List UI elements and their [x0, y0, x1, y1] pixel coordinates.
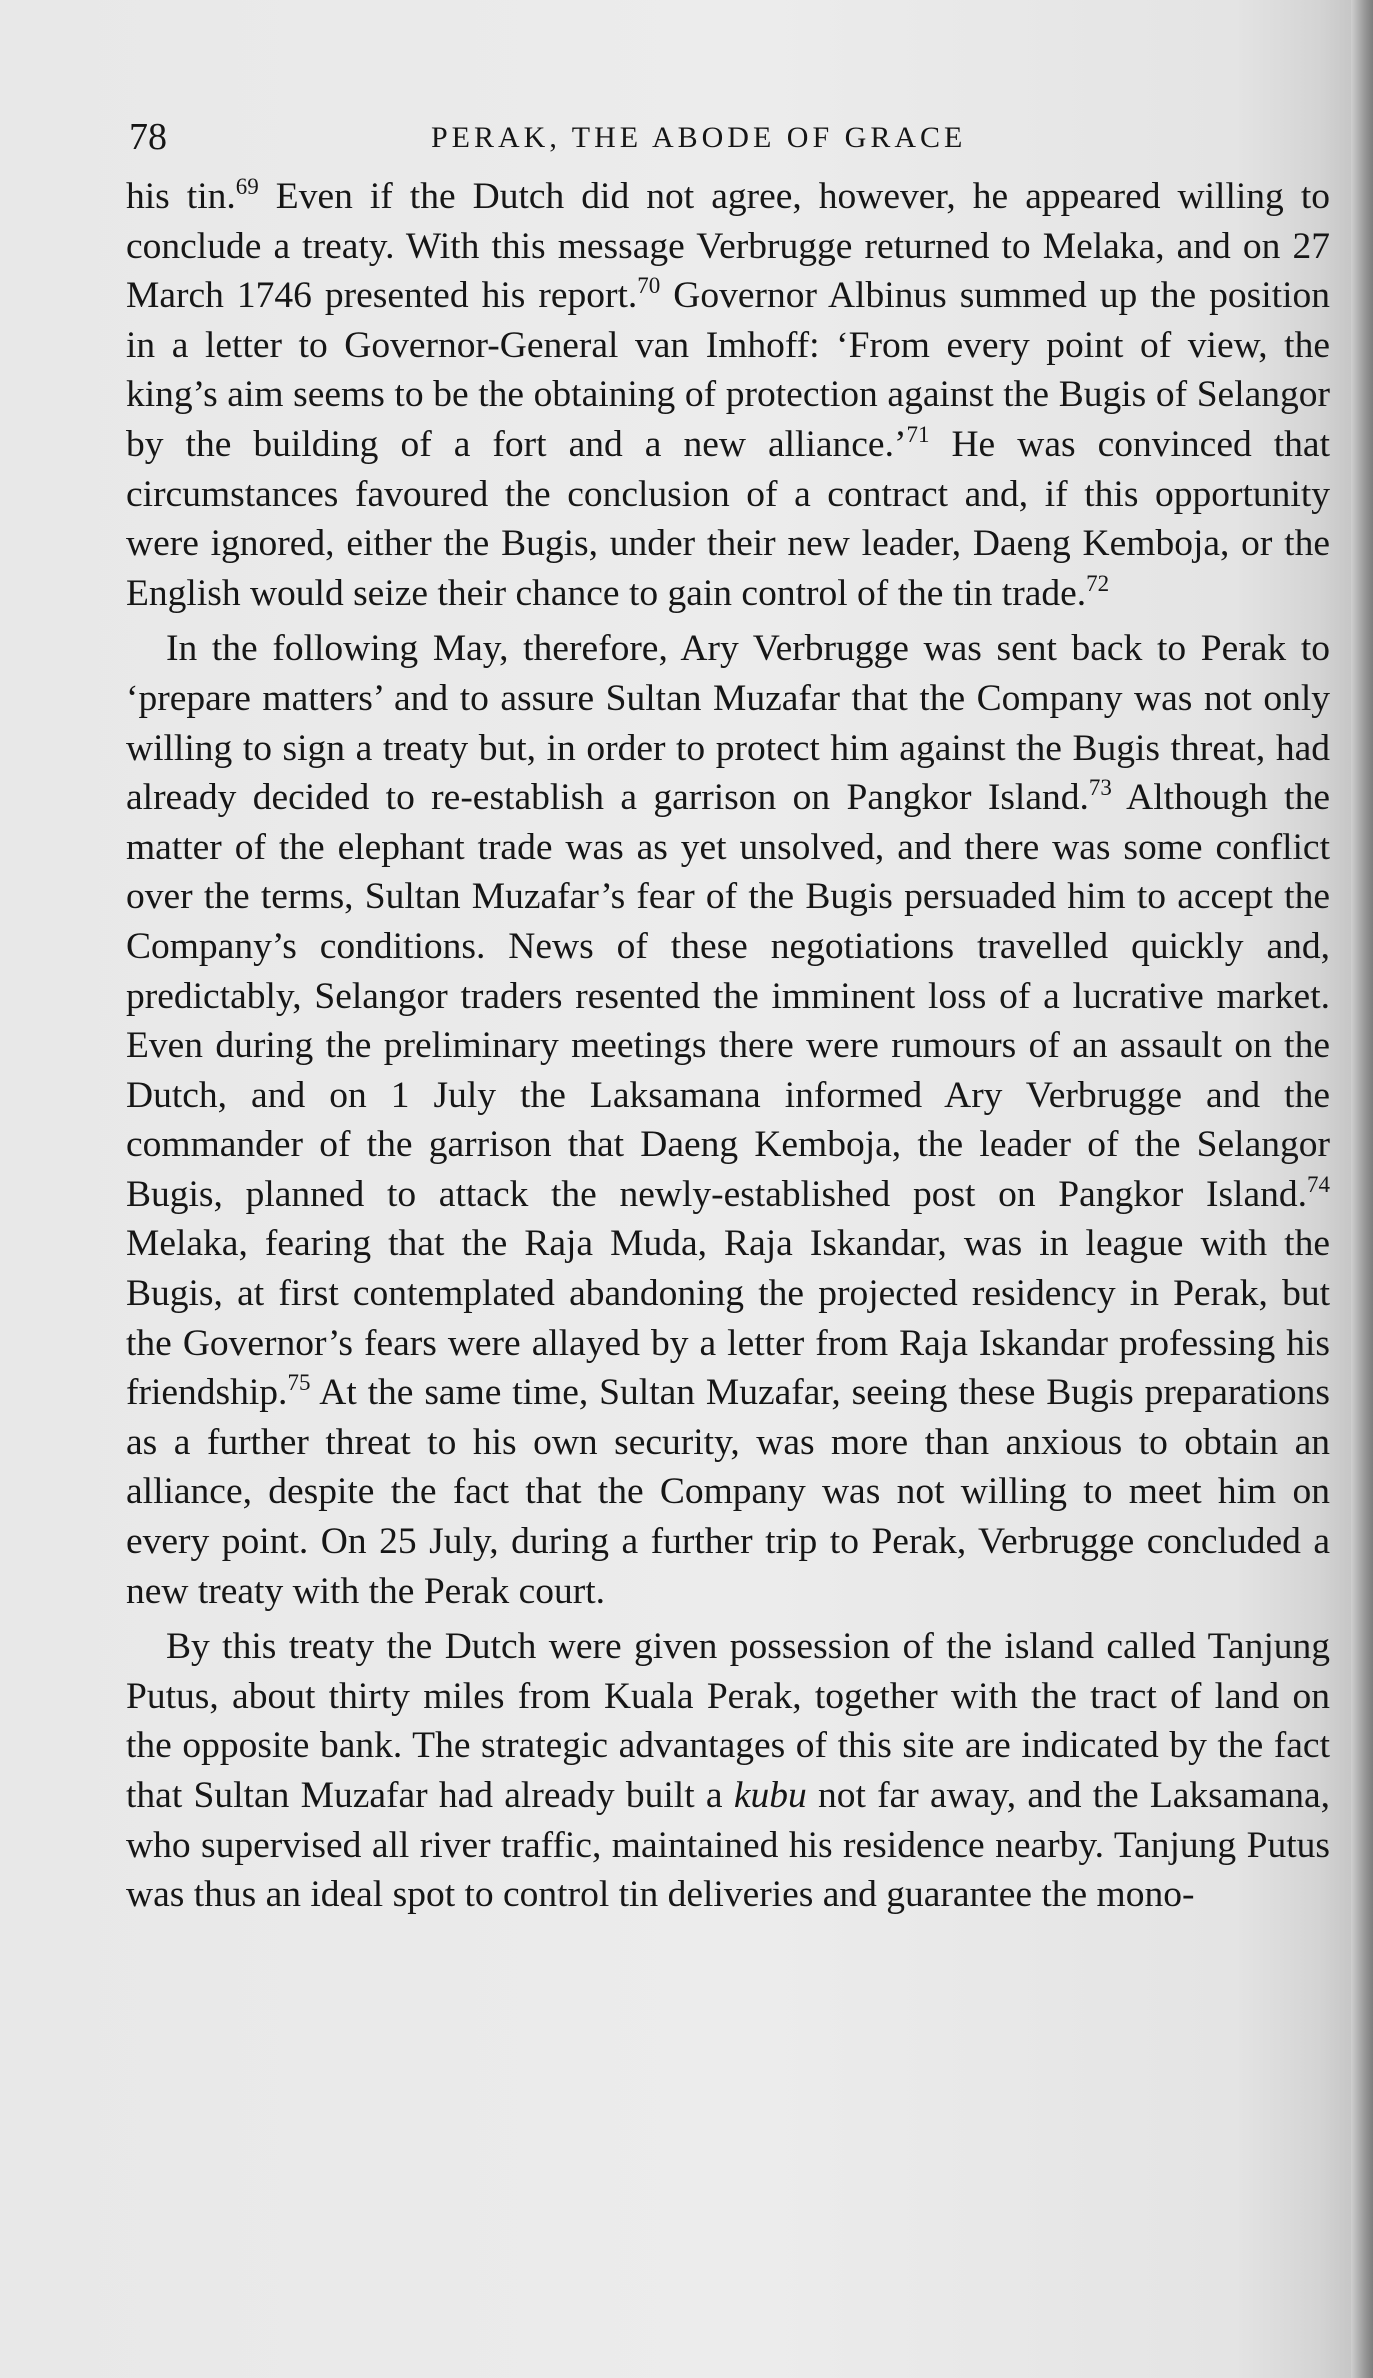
- footnote-marker: 75: [287, 1370, 311, 1396]
- text-run: Melaka, fearing that the Raja Muda, Raja Iskandar, was in league with the Bugis, at first contemplated abandoning the projected residency in Perak, but the Governor’s fears were allayed by a letter from Raja Iskandar professing his friendship.: [126, 1223, 1330, 1414]
- text-run: At the same time, Sultan Muzafar, seeing these Bugis preparations as a further threat to his own security, was more than anxious to obtain an alliance, despite the fact that the Company was not willing to meet him on every point. On 25 July, during a further trip to Perak, Verbrugge concluded a new treaty with the Perak court.: [126, 1372, 1330, 1612]
- page-number: 78: [129, 116, 167, 158]
- footnote-marker: 72: [1086, 570, 1110, 596]
- body-text: [126, 172, 1330, 1920]
- running-head: PERAK, THE ABODE OF GRACE: [431, 121, 967, 154]
- footnote-marker: 70: [637, 273, 661, 299]
- paragraph: [126, 172, 1330, 618]
- footnote-marker: 69: [235, 174, 259, 199]
- paragraph: [126, 624, 1330, 1616]
- book-spine-shadow: [1351, 0, 1373, 2378]
- paragraph: [126, 1622, 1330, 1920]
- page-header: [129, 112, 1329, 162]
- text-run: By this treaty the Dutch were given possession of the island called Tanjung Putus, about thirty miles from Kuala Perak, together with the tract of land on the opposite bank. The strategic advantages of this site are indicated by the fact that Sultan Muzafar had already built a: [126, 1626, 1330, 1816]
- footnote-marker: 71: [906, 421, 930, 447]
- text-run: Governor Albinus summed up the position in a letter to Governor-General van Imhoff: ‘From every point of view, the king’s aim seems to be the obtaining of protection against the Bugis of Selangor by the building of a fort and a new alliance.’: [126, 275, 1330, 465]
- footnote-marker: 74: [1307, 1171, 1330, 1197]
- italic-term: kubu: [733, 1775, 807, 1816]
- text-run: his tin.: [126, 176, 236, 217]
- text-run: not far away, and the Laksamana, who supervised all river traffic, maintained his residence nearby. Tanjung Putus was thus an ideal spot to control tin deliveries and guarantee the mono-: [126, 1775, 1330, 1916]
- text-run: Even if the Dutch did not agree, however, he appeared willing to conclude a treaty. With this message Verbrugge returned to Melaka, and on 27 March 1746 presented his report.: [126, 176, 1330, 317]
- text-run: In the following May, therefore, Ary Verbrugge was sent back to Perak to ‘prepare matters’ and to assure Sultan Muzafar that the Company was not only willing to sign a treaty but, in order to protect him against the Bugis threat, had already decided to re-establish a garrison on Pangkor Island.: [126, 628, 1330, 819]
- text-run: He was convinced that circumstances favoured the conclusion of a contract and, if this opportunity were ignored, either the Bugis, under their new leader, Daeng Kemboja, or the English would seize their chance to gain control of the tin trade.: [126, 423, 1330, 614]
- text-run: Although the matter of the elephant trade was as yet unsolved, and there was some conflict over the terms, Sultan Muzafar’s fear of the Bugis persuaded him to accept the Company’s conditions. News of these negotiations travelled quickly and, predictably, Selangor traders resented the imminent loss of a lucrative market. Even during the preliminary meetings there were rumours of an assault on the Dutch, and on 1 July the Laksamana informed Ary Verbrugge and the commander of the garrison that Daeng Kemboja, the leader of the Selangor Bugis, planned to attack the newly-established post on Pangkor Island.: [126, 777, 1330, 1215]
- footnote-marker: 73: [1088, 775, 1112, 801]
